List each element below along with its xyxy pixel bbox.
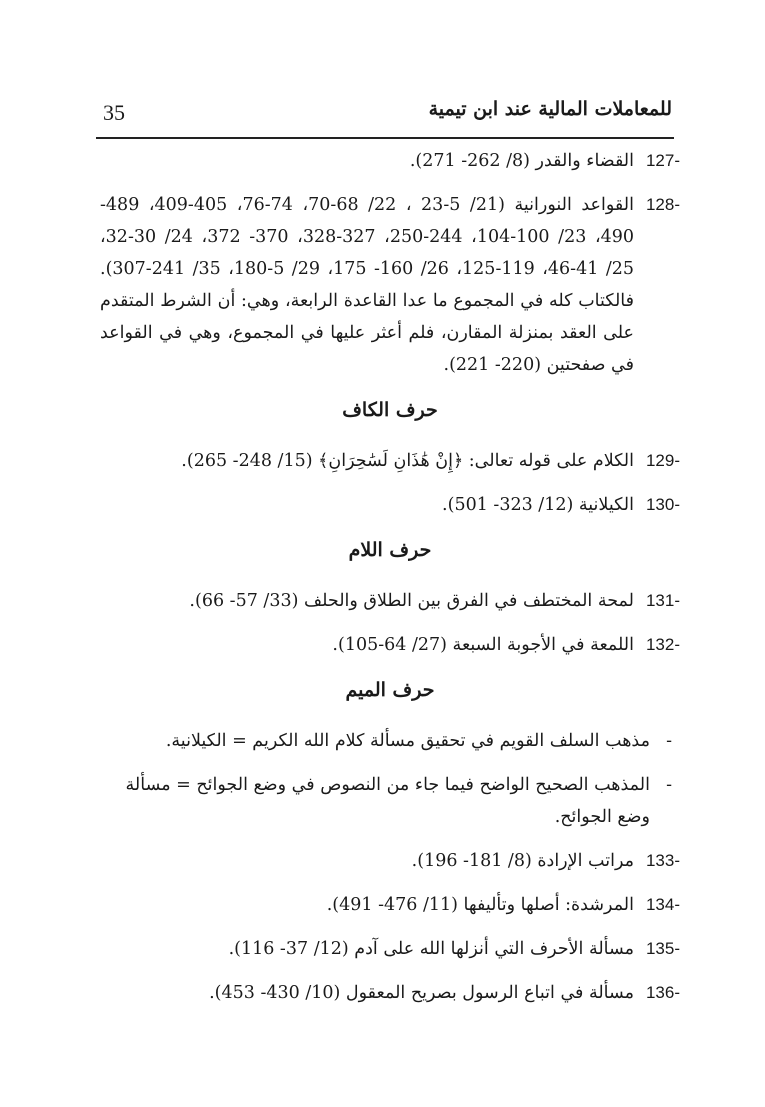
entry-number: 134- [645,895,680,914]
entry-131 [100,585,680,617]
entry-134 [100,889,680,921]
entry-130 [100,489,680,521]
header-rule [96,137,674,139]
entry-number: 128- [645,195,680,214]
entry-number: 127- [645,151,680,170]
entry-text: لمحة المختطف في الفرق بين الطلاق والحلف (33/ 57- 66). [189,591,634,611]
entry-132 [100,629,680,661]
entry-text: مسألة الأحرف التي أنزلها الله على آدم (12/ 37- 116). [228,939,634,959]
section-heading-lam: حرف اللام [348,539,432,561]
entry-text: اللمعة في الأجوبة السبعة (27/ 64-105). [332,635,634,655]
section-heading-mim: حرف الميم [345,679,435,701]
entry-127 [100,145,680,177]
entry-128 [100,189,680,381]
page-header [96,98,672,132]
entry-text: الكيلانية (12/ 323- 501). [442,495,634,515]
entry-129 [100,445,680,477]
bullet-dash: - [666,775,672,795]
entry-number: 133- [645,851,680,870]
section-heading-kaf: حرف الكاف [342,399,438,421]
cross-reference-text: مذهب السلف القويم في تحقيق مسألة كلام الله الكريم = الكيلانية. [165,731,650,751]
page-number: 35 [103,100,125,125]
entry-number: 136- [645,983,680,1002]
entry-text: المرشدة: أصلها وتأليفها (11/ 476- 491). [326,895,634,915]
page-body [100,145,680,1021]
entry-136 [100,977,680,1009]
bullet-dash: - [666,731,672,751]
cross-reference-item [100,769,680,833]
entry-text: الكلام على قوله تعالى: ﴿إِنْ هَٰذَانِ لَسَٰحِرَانِ﴾ (15/ 248- 265). [181,451,634,471]
entry-133 [100,845,680,877]
entry-number: 132- [645,635,680,654]
entry-number: 129- [645,451,680,470]
entry-text: القواعد النورانية (21/ 5-23 ، 22/ 68-70، 74-76، 405-409، 489-490، 23/ 100-104، 244-250، 327-328، 370- 372، 24/ 30-32، 25/ 41-46، 119-125، 26/ 160- 175، 29/ 5-180، 35/ 241-307). فالكتاب كله في المجموع ما عدا القاعدة الرابعة، وهي: أن الشرط المتقدم على العقد بمنزلة المقارن، فلم أعثر عليها في المجموع، وهي في القواعد في صفحتين (220- 221). [100,195,635,375]
entry-text: مسألة في اتباع الرسول بصريح المعقول (10/ 430- 453). [209,983,634,1003]
entry-number: 135- [645,939,680,958]
running-title: للمعاملات المالية عند ابن تيمية [428,98,672,120]
entry-text: مراتب الإرادة (8/ 181- 196). [411,851,634,871]
entry-135 [100,933,680,965]
cross-reference-item [100,725,680,757]
entry-text: القضاء والقدر (8/ 262- 271). [409,151,634,171]
cross-reference-text: المذهب الصحيح الواضح فيما جاء من النصوص في وضع الجوائح = مسألة وضع الجوائح. [125,775,650,827]
entry-number: 131- [645,591,680,610]
entry-number: 130- [645,495,680,514]
